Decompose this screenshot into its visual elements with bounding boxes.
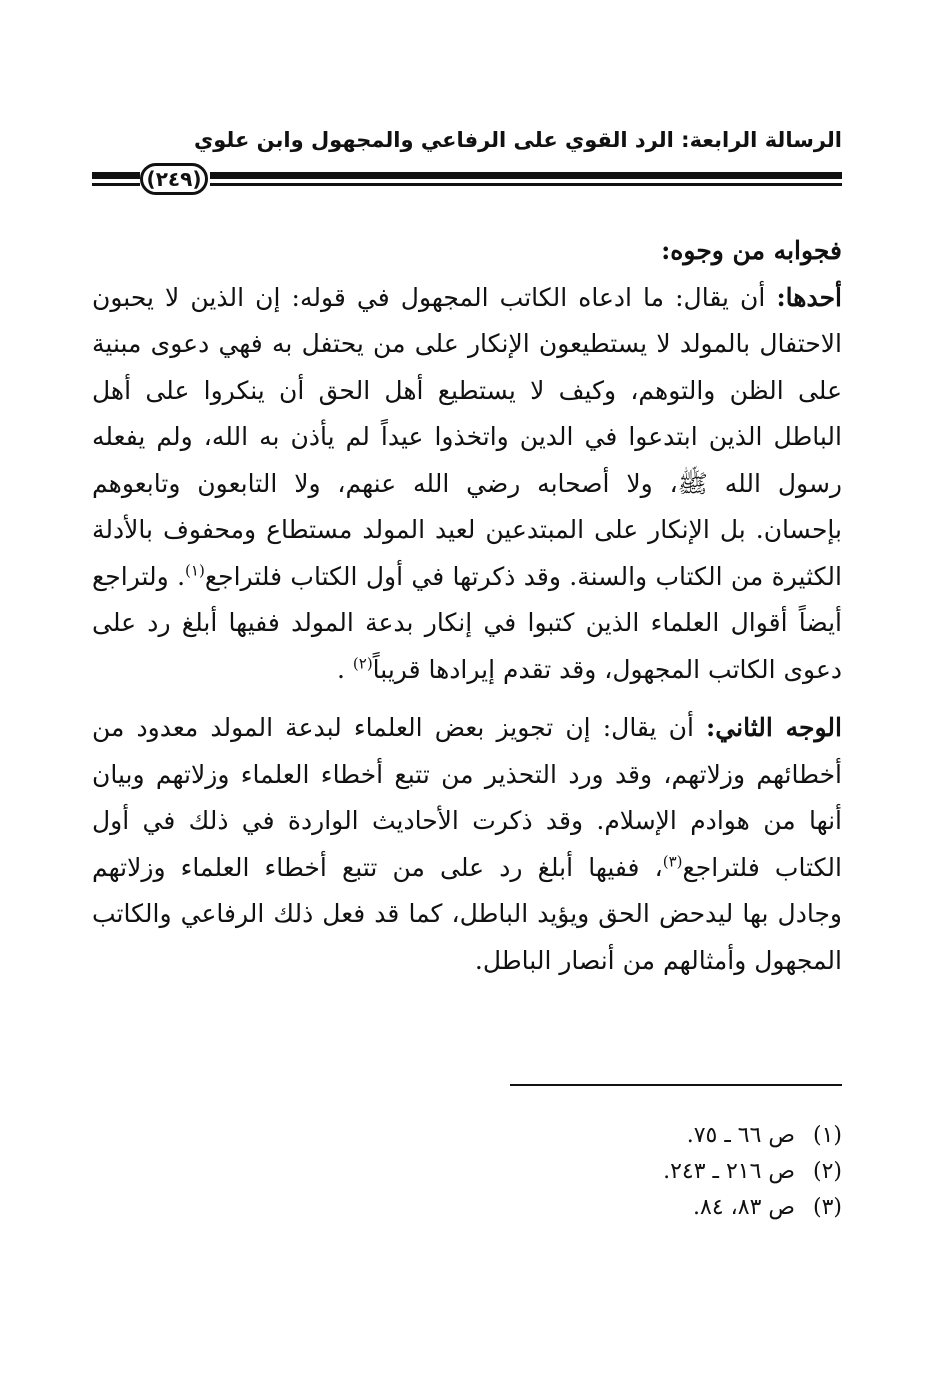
footnote-text: ص ٢١٦ ـ ٢٤٣.	[663, 1159, 795, 1184]
footnote-number: (١)	[812, 1123, 842, 1148]
footnote-ref-3[interactable]: (٣)	[662, 852, 683, 871]
paragraph-text: . ولتراجع أيضاً أقوال العلماء الذين كتبوا في إنكار بدعة المولد ففيها أبلغ رد على دعوى الكاتب المجهول، وقد تقدم إيرادها قريباً	[92, 561, 842, 684]
header-rule-left-thin	[92, 183, 140, 186]
paragraph-second-aspect	[92, 705, 842, 984]
header-rule-thick	[210, 172, 842, 179]
footnote-item	[442, 1154, 842, 1190]
footnote-item	[442, 1190, 842, 1226]
footnote-number: (٣)	[812, 1195, 842, 1220]
header-rule-thin	[210, 183, 842, 186]
footnote-number: (٢)	[812, 1159, 842, 1184]
header-rule-left-thick	[92, 172, 140, 179]
paragraph-text: ، ففيها أبلغ رد على من تتبع أخطاء العلماء وزلاتهم وجادل بها ليدحض الحق ويؤيد الباطل، كما قد فعل ذلك الرفاعي والكاتب المجهول وأمثالهم من أنصار الباطل.	[92, 852, 842, 975]
paragraph-text: أن يقال: ما ادعاه الكاتب المجهول في قوله: إن الذين لا يحبون الاحتفال بالمولد لا يستطيعون الإنكار على من يحتفل به فهي دعوى مبنية على الظن والتوهم، وكيف لا يستطيع أهل الحق أن ينكروا على أهل الباطل الذين ابتدعوا في الدين واتخذوا عيداً لم يأذن به الله، ولم يفعله رسول الله ﷺ، ولا أصحابه رضي الله عنهم، ولا التابعون وتابعوهم بإحسان. بل الإنكار على المبتدعين لعيد المولد مستطاع ومحفوف بالأدلة الكثيرة من الكتاب والسنة. وقد ذكرتها في أول الكتاب فلتراجع	[92, 282, 842, 591]
paragraph-lead: أحدها:	[776, 282, 842, 312]
main-text	[92, 228, 842, 984]
footnote-ref-1[interactable]: (١)	[185, 561, 205, 580]
paragraph-first-aspect	[92, 275, 842, 694]
running-header: الرسالة الرابعة: الرد القوي على الرفاعي والمجهول وابن علوي	[193, 128, 842, 152]
paragraph-lead: الوجه الثاني:	[706, 713, 842, 742]
footnote-item	[442, 1118, 842, 1154]
section-heading: فجوابه من وجوه:	[661, 236, 842, 265]
footnote-separator	[510, 1084, 842, 1086]
footnote-text: ص ٨٣، ٨٤.	[693, 1195, 795, 1220]
page-number: (٢٤٩)	[140, 163, 208, 195]
footnote-ref-2[interactable]: (٢)	[352, 654, 373, 673]
paragraph-text: .	[336, 654, 353, 684]
paragraph-text: أن يقال: إن تجويز بعض العلماء لبدعة المولد معدود من أخطائهم وزلاتهم، وقد ورد التحذير من تتبع أخطاء العلماء وزلاتهم وبيان أنها من هوادم الإسلام. وقد ذكرت الأحاديث الواردة في ذلك في أول الكتاب فلتراجع	[92, 713, 842, 882]
footnote-text: ص ٦٦ ـ ٧٥.	[686, 1123, 795, 1148]
footnotes	[442, 1118, 842, 1226]
